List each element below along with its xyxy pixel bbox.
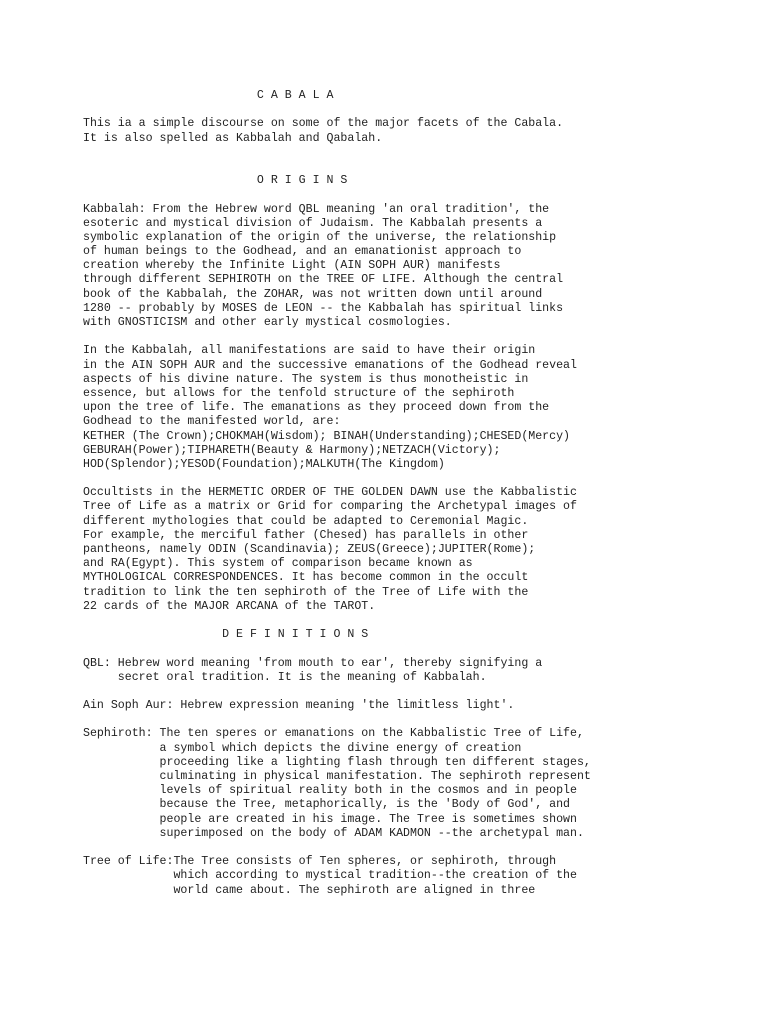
document-line: people are created in his image. The Tree is sometimes shown (83, 812, 577, 826)
document-line: D E F I N I T I O N S (83, 628, 369, 642)
document-line (83, 330, 591, 344)
document-line: Godhead to the manifested world, are: (83, 415, 341, 429)
document-line: creation whereby the Infinite Light (AIN SOPH AUR) manifests (83, 259, 501, 273)
document-line: KETHER (The Crown);CHOKMAH(Wisdom); BINAH(Understanding);CHESED(Mercy) (83, 429, 571, 443)
document-line: book of the Kabbalah, the ZOHAR, was not written down until around (83, 287, 543, 301)
document-line: MYTHOLOGICAL CORRESPONDENCES. It has become common in the occult (83, 571, 529, 585)
document-line (83, 146, 591, 160)
document-line: in the AIN SOPH AUR and the successive emanations of the Godhead reveal (83, 358, 577, 372)
document-line (83, 160, 591, 174)
document-line: world came about. The sephiroth are aligned in three (83, 883, 536, 897)
document-line: Occultists in the HERMETIC ORDER OF THE GOLDEN DAWN use the Kabbalistic (83, 486, 577, 500)
document-line: C A B A L A (83, 89, 334, 102)
document-line: through different SEPHIROTH on the TREE OF LIFE. Although the central (83, 273, 564, 287)
document-line: For example, the merciful father (Chesed) has parallels in other (83, 528, 529, 542)
document-line: This ia a simple discourse on some of the major facets of the Cabala. (83, 117, 564, 131)
document-line: Kabbalah: From the Hebrew word QBL meaning 'an oral tradition', the (83, 202, 550, 216)
document-line: superimposed on the body of ADAM KADMON --the archetypal man. (83, 826, 584, 840)
document-line: Sephiroth: The ten speres or emanations on the Kabbalistic Tree of Life, (83, 727, 584, 741)
document-line (83, 841, 591, 855)
document-line (83, 188, 591, 202)
document-line: It is also spelled as Kabbalah and Qabalah. (83, 131, 383, 145)
document-line: because the Tree, metaphorically, is the 'Body of God', and (83, 798, 571, 812)
document-line: 1280 -- probably by MOSES de LEON -- the Kabbalah has spiritual links (83, 301, 564, 315)
document-line: of human beings to the Godhead, and an emanationist approach to (83, 245, 522, 259)
document-line: essence, but allows for the tenfold structure of the sephiroth (83, 386, 515, 400)
document-line: pantheons, namely ODIN (Scandinavia); ZEUS(Greece);JUPITER(Rome); (83, 543, 536, 556)
document-line: Tree of Life:The Tree consists of Ten spheres, or sephiroth, through (83, 855, 557, 869)
document-line: Ain Soph Aur: Hebrew expression meaning 'the limitless light'. (83, 699, 515, 713)
document-line: HOD(Splendor);YESOD(Foundation);MALKUTH(The Kingdom) (83, 457, 445, 471)
document-line (83, 642, 591, 656)
document-line: different mythologies that could be adapted to Ceremonial Magic. (83, 514, 529, 528)
document-line: QBL: Hebrew word meaning 'from mouth to ear', thereby signifying a (83, 656, 543, 670)
document-line: tradition to link the ten sephiroth of the Tree of Life with the (83, 585, 529, 599)
document-line (83, 472, 591, 486)
document-line: culminating in physical manifestation. The sephiroth represent (83, 770, 591, 783)
document-line: 22 cards of the MAJOR ARCANA of the TAROT. (83, 599, 376, 613)
document-line: a symbol which depicts the divine energy of creation (83, 741, 522, 755)
document-line (83, 713, 591, 727)
document-line: esoteric and mystical division of Judaism. The Kabbalah presents a (83, 216, 543, 230)
document-line: upon the tree of life. The emanations as they proceed down from the (83, 401, 550, 415)
document-line: levels of spiritual reality both in the cosmos and in people (83, 784, 577, 798)
document-text (83, 89, 591, 898)
document-line: O R I G I N S (83, 174, 348, 188)
document-line: which according to mystical tradition--the creation of the (83, 869, 577, 883)
document-line: with GNOSTICISM and other early mystical cosmologies. (83, 316, 452, 329)
document-line (83, 685, 591, 699)
document-line: Tree of Life as a matrix or Grid for comparing the Archetypal images of (83, 500, 577, 514)
document-line: symbolic explanation of the origin of the universe, the relationship (83, 230, 557, 244)
document-line: GEBURAH(Power);TIPHARETH(Beauty & Harmony);NETZACH(Victory); (83, 443, 501, 457)
document-line (83, 103, 591, 117)
document-line (83, 614, 591, 628)
document-line: secret oral tradition. It is the meaning of Kabbalah. (83, 670, 487, 684)
document-line: proceeding like a lighting flash through ten different stages, (83, 755, 591, 769)
document-line: and RA(Egypt). This system of comparison became known as (83, 557, 473, 571)
document-line: In the Kabbalah, all manifestations are said to have their origin (83, 344, 536, 358)
document-line: aspects of his divine nature. The system is thus monotheistic in (83, 372, 529, 386)
